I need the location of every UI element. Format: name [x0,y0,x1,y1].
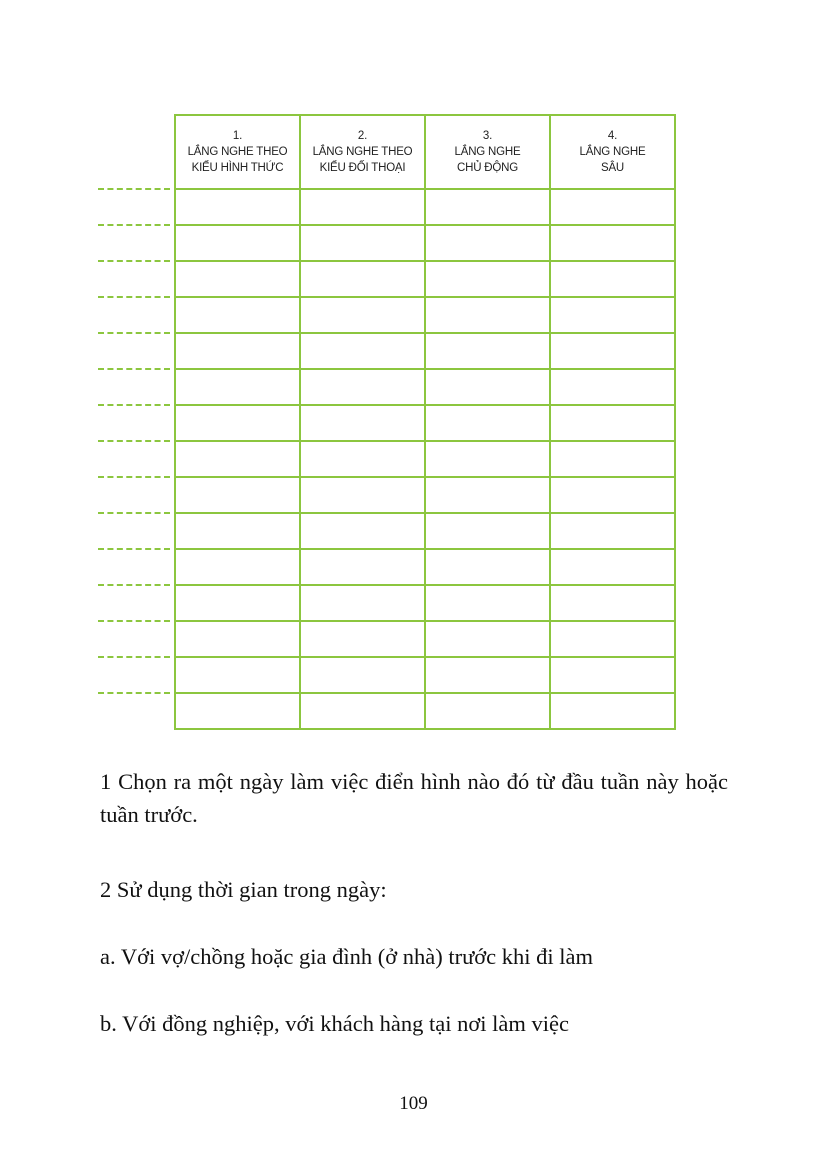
table-cell [551,262,674,296]
grid-header [176,116,674,190]
table-cell [176,370,301,404]
column-label-line1: LẮNG NGHE THEO [312,145,413,158]
row-dash-guide [98,224,170,226]
table-cell [301,370,426,404]
page-number: 109 [399,1093,428,1114]
row-dash-guide [98,656,170,658]
table-cell [551,694,674,730]
grid-body [176,190,674,730]
table-cell [176,586,301,620]
table-row [176,622,674,658]
table-row [176,262,674,298]
row-dash-guide [98,584,170,586]
column-header-2 [301,116,426,188]
column-label-line2: SÂU [600,162,625,175]
table-cell [176,622,301,656]
instructions [100,766,728,1036]
row-dash-guide [98,368,170,370]
table-row [176,226,674,262]
table-cell [551,334,674,368]
table-cell [301,694,426,730]
row-dash-guide [98,296,170,298]
table-cell [426,694,551,730]
table-cell [426,658,551,692]
column-number: 4. [607,129,618,142]
table-cell [176,442,301,476]
table-row [176,370,674,406]
table-cell [301,442,426,476]
table-cell [426,622,551,656]
table-cell [551,370,674,404]
table-cell [176,478,301,512]
column-header-4 [551,116,674,188]
instruction-item-a: a. Với vợ/chồng hoặc gia đình (ở nhà) trước khi đi làm [100,944,594,969]
table-cell [426,406,551,440]
row-dash-guide [98,332,170,334]
column-header-3 [426,116,551,188]
table-cell [301,550,426,584]
table-cell [301,298,426,332]
table-cell [426,190,551,224]
table-cell [176,550,301,584]
table-row [176,550,674,586]
table-cell [551,586,674,620]
row-dash-guide [98,440,170,442]
table-cell [551,406,674,440]
row-dash-guide [98,512,170,514]
table-cell [301,658,426,692]
column-number: 1. [232,129,243,142]
row-dash-guide [98,476,170,478]
table-cell [176,226,301,260]
table-cell [426,298,551,332]
row-dash-guide [98,692,170,694]
table-row [176,298,674,334]
instruction-step-2: 2 Sử dụng thời gian trong ngày: [100,877,387,902]
column-label-line1: LẮNG NGHE THEO [187,145,288,158]
column-number: 2. [357,129,368,142]
table-cell [551,550,674,584]
table-cell [551,658,674,692]
table-row [176,334,674,370]
table-cell [426,550,551,584]
table-cell [551,514,674,548]
table-cell [176,694,301,730]
column-label-line2: KIỂU HÌNH THỨC [191,162,284,175]
table-cell [551,622,674,656]
table-row [176,190,674,226]
table-cell [301,622,426,656]
table-cell [426,262,551,296]
table-cell [176,298,301,332]
row-dash-guide [98,188,170,190]
table-cell [176,514,301,548]
table-cell [551,226,674,260]
table-cell [176,406,301,440]
table-cell [301,586,426,620]
table-cell [301,190,426,224]
instruction-item-b: b. Với đồng nghiệp, với khách hàng tại nơi làm việc [100,1011,569,1036]
column-label-line1: LẮNG NGHE [579,145,646,158]
row-dash-guide [98,620,170,622]
table-cell [426,226,551,260]
table-cell [426,370,551,404]
instruction-step-1: 1 Chọn ra một ngày làm việc điển hình nào đó từ đầu tuần này hoặc tuần trước. [100,769,728,827]
table-cell [301,262,426,296]
table-cell [301,334,426,368]
table-cell [176,658,301,692]
table-cell [176,334,301,368]
column-header-1 [176,116,301,188]
row-dash-guide [98,260,170,262]
listening-grid [174,114,676,730]
table-cell [551,298,674,332]
table-row [176,658,674,694]
listening-worksheet [98,114,678,732]
table-cell [426,514,551,548]
table-cell [301,406,426,440]
table-row [176,514,674,550]
table-cell [301,514,426,548]
table-cell [426,442,551,476]
table-cell [551,442,674,476]
table-cell [301,226,426,260]
column-label-line2: CHỦ ĐỘNG [456,162,518,175]
table-row [176,586,674,622]
table-cell [426,478,551,512]
table-row [176,694,674,730]
column-label-line1: LẮNG NGHE [454,145,521,158]
table-row [176,406,674,442]
table-row [176,478,674,514]
table-cell [551,190,674,224]
table-cell [551,478,674,512]
column-number: 3. [482,129,493,142]
table-cell [176,190,301,224]
row-dash-guide [98,404,170,406]
table-cell [176,262,301,296]
column-label-line2: KIỂU ĐỐI THOẠI [319,162,406,175]
table-cell [426,586,551,620]
table-cell [426,334,551,368]
table-cell [301,478,426,512]
row-dash-guide [98,548,170,550]
table-row [176,442,674,478]
